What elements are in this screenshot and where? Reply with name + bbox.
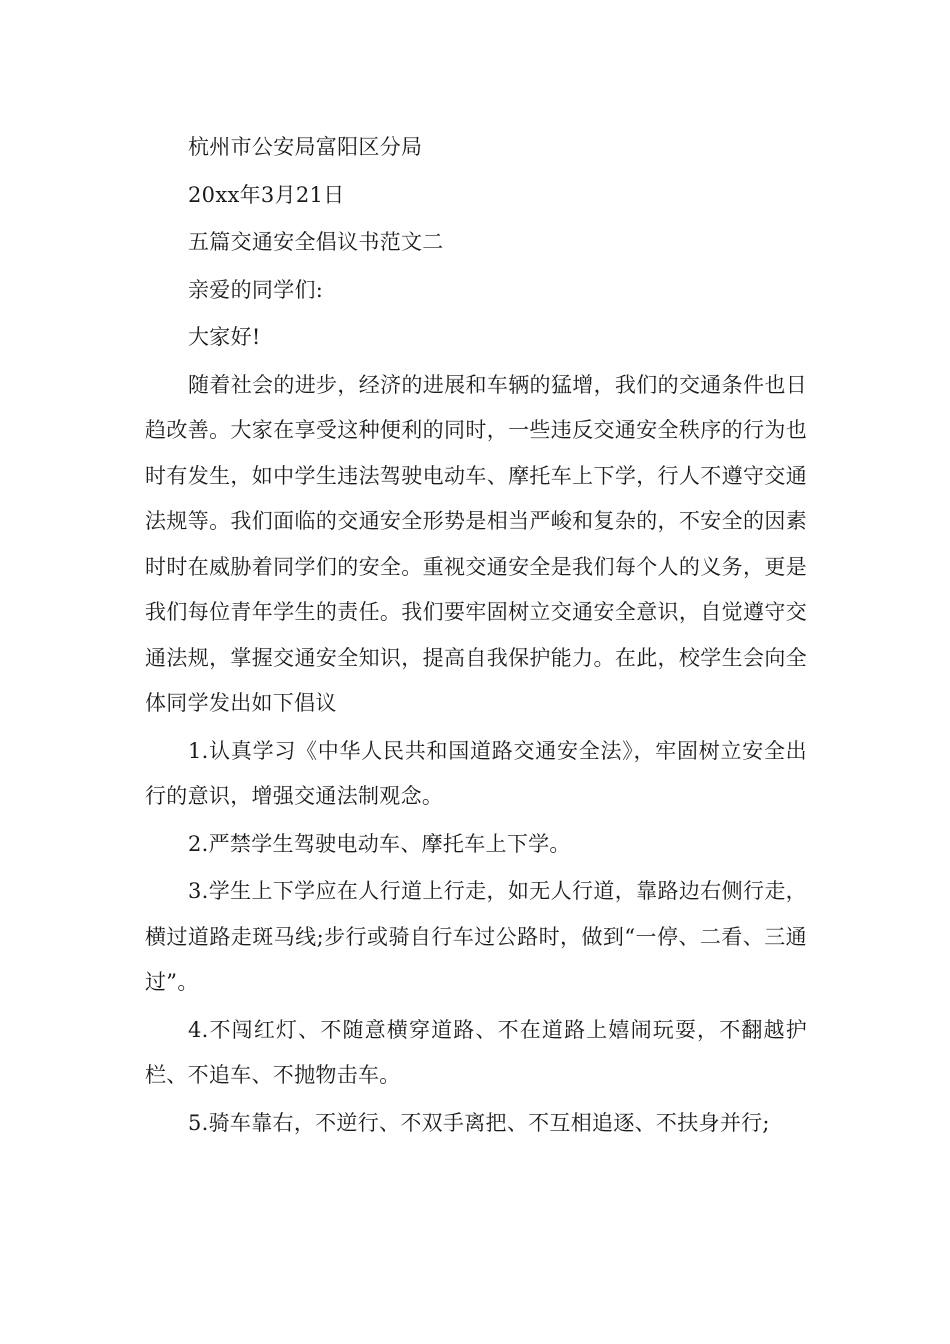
proposal-item-2: 2.严禁学生驾驶电动车、摩托车上下学。 bbox=[188, 831, 571, 856]
body-paragraph: 随着社会的进步，经济的进展和车辆的猛增，我们的交通条件也日趋改善。大家在享受这种便利的同时，一些违反交通安全秩序的行为也时有发生，如中学生违法驾驶电动车、摩托车上下学，行人不遵守交通法规等。我们面临的交通安全形势是相当严峻和复杂的，不安全的因素时时在威胁着同学们的安全。重视交通安全是我们每个人的义务，更是我们每位青年学生的责任。我们要牢固树立交通安全意识，自觉遵守交通法规，掌握交通安全知识，提高自我保护能力。在此，校学生会向全体同学发出如下倡议 bbox=[145, 372, 807, 715]
proposal-item-5: 5.骑车靠右，不逆行、不双手离把、不互相追逐、不扶身并行; bbox=[188, 1110, 770, 1135]
greeting: 大家好! bbox=[188, 325, 261, 349]
proposal-item-1: 1.认真学习《中华人民共和国道路交通安全法》，牢固树立安全出行的意识，增强交通法制观念。 bbox=[145, 738, 807, 808]
issuer-line: 杭州市公安局富阳区分局 bbox=[188, 135, 423, 159]
date-line: 20xx年3月21日 bbox=[188, 182, 345, 207]
proposal-item-4: 4.不闯红灯、不随意横穿道路、不在道路上嬉闹玩耍，不翻越护栏、不追车、不抛物击车。 bbox=[145, 1017, 807, 1087]
salutation: 亲爱的同学们: bbox=[188, 277, 324, 302]
proposal-item-3: 3.学生上下学应在人行道上行走，如无人行道，靠路边右侧行走，横过道路走斑马线;步行或骑自行车过公路时，做到“一停、二看、三通过”。 bbox=[145, 879, 807, 994]
document-body bbox=[145, 125, 807, 1146]
section-title: 五篇交通安全倡议书范文二 bbox=[188, 230, 444, 254]
